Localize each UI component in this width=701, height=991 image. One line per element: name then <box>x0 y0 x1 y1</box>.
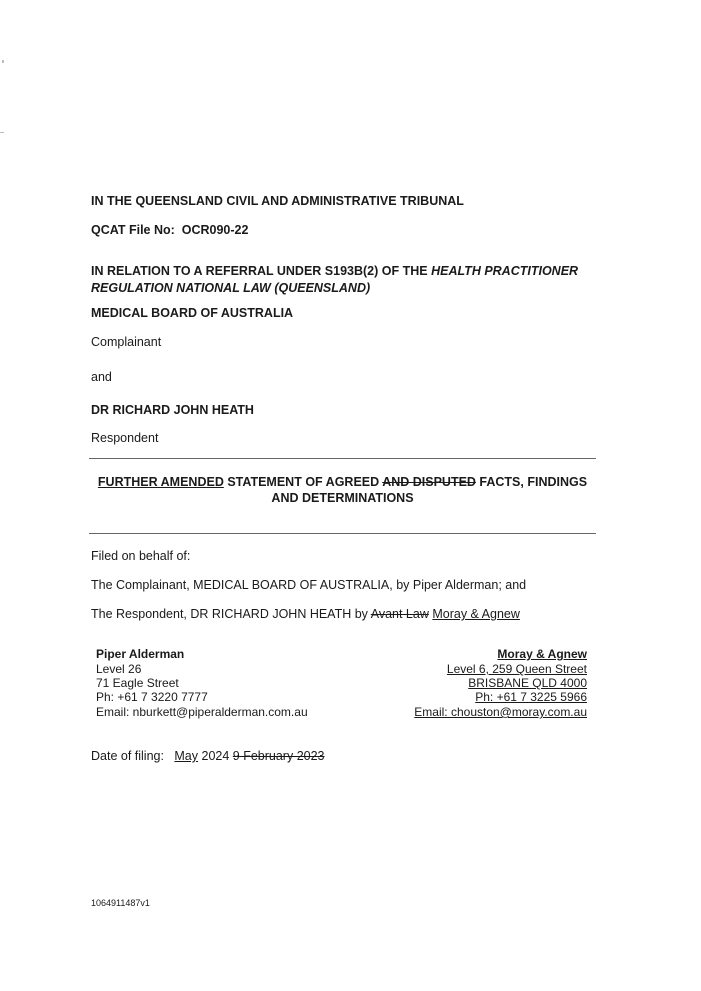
filing-year: 2024 <box>198 749 233 763</box>
right-firm-name: Moray & Agnew <box>497 647 587 661</box>
new-firm: Moray & Agnew <box>432 607 520 621</box>
respondent-role: Respondent <box>91 431 159 445</box>
scan-mark <box>2 60 4 63</box>
document-id: 1064911487v1 <box>91 898 150 908</box>
date-label: Date of filing: <box>91 749 164 763</box>
referral-prefix: IN RELATION TO A REFERRAL UNDER S193B(2) OF THE <box>91 264 432 278</box>
respondent-filing-prefix: The Respondent, DR RICHARD JOHN HEATH by <box>91 607 371 621</box>
left-firm-line-2: 71 Eagle Street <box>96 676 179 690</box>
struck-filing-date: 9 February 2023 <box>232 749 325 763</box>
right-firm-line-1: Level 6, 259 Queen Street <box>446 662 587 676</box>
left-firm-line-3: Ph: +61 7 3220 7777 <box>96 690 208 704</box>
document-title-line-1 <box>89 475 596 489</box>
referral-line-2 <box>91 281 370 295</box>
complainant-role: Complainant <box>91 335 162 349</box>
file-number-line <box>91 223 248 237</box>
left-firm-line-1: Level 26 <box>96 662 142 676</box>
filed-on-behalf: Filed on behalf of: <box>91 549 191 563</box>
file-number-label: QCAT File No: <box>91 223 175 237</box>
left-firm-line-4: Email: nburkett@piperalderman.com.au <box>96 705 308 719</box>
and-text: and <box>91 370 112 384</box>
complainant-filing-line: The Complainant, MEDICAL BOARD OF AUSTRALIA, by Piper Alderman; and <box>91 578 527 592</box>
further-amended-label: FURTHER AMENDED <box>97 475 224 489</box>
respondent-name: DR RICHARD JOHN HEATH <box>91 403 254 417</box>
struck-title-text: AND DISPUTED <box>382 475 476 489</box>
right-firm-line-4: Email: chouston@moray.com.au <box>414 705 587 719</box>
referral-law-name: HEALTH PRACTITIONER <box>431 264 579 278</box>
referral-line-1 <box>91 264 578 278</box>
respondent-filing-line <box>91 607 520 621</box>
title-rule-bottom <box>89 533 596 534</box>
title-rule-top <box>89 458 596 459</box>
tribunal-heading: IN THE QUEENSLAND CIVIL AND ADMINISTRATIVE TRIBUNAL <box>91 194 464 208</box>
title-part-1: STATEMENT OF AGREED <box>223 475 383 489</box>
scan-mark <box>0 132 4 133</box>
date-of-filing-line <box>91 749 325 763</box>
struck-firm: Avant Law <box>370 607 429 621</box>
new-filing-month: May <box>174 749 199 763</box>
right-firm-line-3: Ph: +61 7 3225 5966 <box>475 690 587 704</box>
title-part-2: FACTS, FINDINGS <box>475 475 588 489</box>
file-number: OCR090-22 <box>181 223 249 237</box>
left-firm-name: Piper Alderman <box>96 647 185 661</box>
document-title-line-2: AND DETERMINATIONS <box>271 491 414 505</box>
right-firm-line-2: BRISBANE QLD 4000 <box>468 676 587 690</box>
complainant-name: MEDICAL BOARD OF AUSTRALIA <box>91 306 294 320</box>
referral-law-name-cont: REGULATION NATIONAL LAW (QUEENSLAND) <box>91 281 371 295</box>
